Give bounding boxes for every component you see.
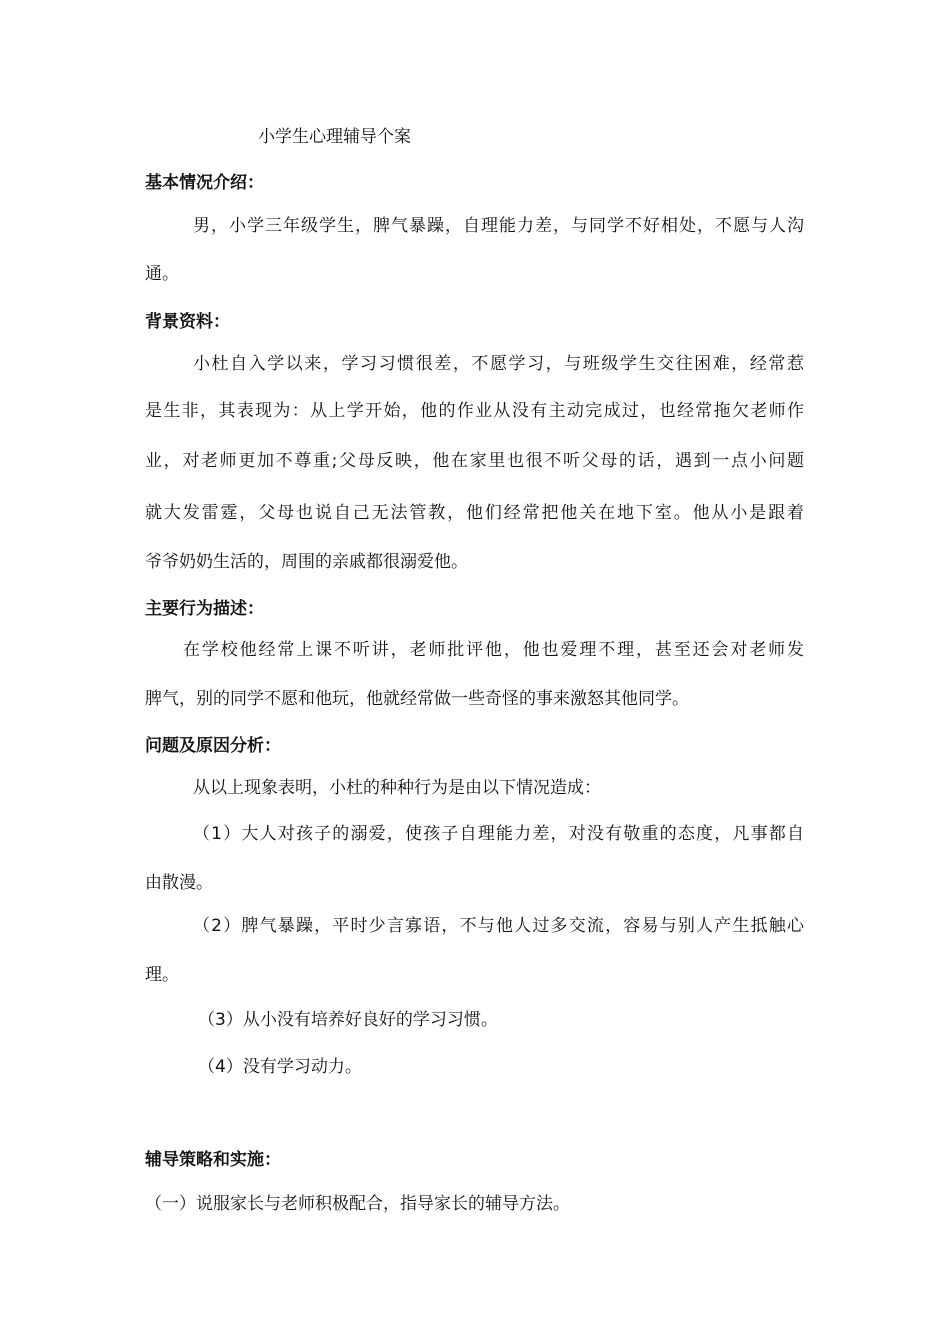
analysis-item: （1）大人对孩子的溺爱，使孩子自理能力差，对没有敬重的态度，凡事都自 [193,824,804,844]
background-heading: 背景资料： [145,312,230,332]
strategy-item: （一）说服家长与老师积极配合，指导家长的辅导方法。 [145,1194,570,1214]
basic-info-line: 男，小学三年级学生，脾气暴躁，自理能力差，与同学不好相处，不愿与人沟 [193,216,804,236]
background-line: 小杜自入学以来，学习习惯很差，不愿学习，与班级学生交往困难，经常惹 [193,354,804,374]
analysis-heading: 问题及原因分析： [145,736,281,756]
background-line: 爷爷奶奶生活的，周围的亲戚都很溺爱他。 [145,552,468,572]
document-title: 小学生心理辅导个案 [258,127,411,147]
behavior-heading: 主要行为描述： [145,599,264,619]
analysis-item: （4）没有学习动力。 [198,1057,362,1077]
strategy-heading: 辅导策略和实施： [145,1150,281,1170]
basic-info-heading: 基本情况介绍： [145,173,264,193]
analysis-item: 理。 [145,965,179,985]
background-line: 是生非，其表现为：从上学开始，他的作业从没有主动完成过，也经常拖欠老师作 [145,401,804,421]
background-line: 就大发雷霆，父母也说自己无法管教，他们经常把他关在地下室。他从小是跟着 [145,503,804,523]
behavior-line: 脾气，别的同学不愿和他玩，他就经常做一些奇怪的事来激怒其他同学。 [145,689,689,709]
analysis-item: （3）从小没有培养好良好的学习习惯。 [198,1010,498,1030]
analysis-item: （2）脾气暴躁，平时少言寡语，不与他人过多交流，容易与别人产生抵触心 [193,916,804,936]
behavior-line: 在学校他经常上课不听讲，老师批评他，他也爱理不理，甚至还会对老师发 [183,640,804,660]
background-line: 业，对老师更加不尊重;父母反映，他在家里也很不听父母的话，遇到一点小问题 [145,451,804,471]
basic-info-line: 通。 [145,264,179,284]
analysis-item: 由散漫。 [145,873,213,893]
analysis-intro: 从以上现象表明，小杜的种种行为是由以下情况造成： [193,778,601,798]
